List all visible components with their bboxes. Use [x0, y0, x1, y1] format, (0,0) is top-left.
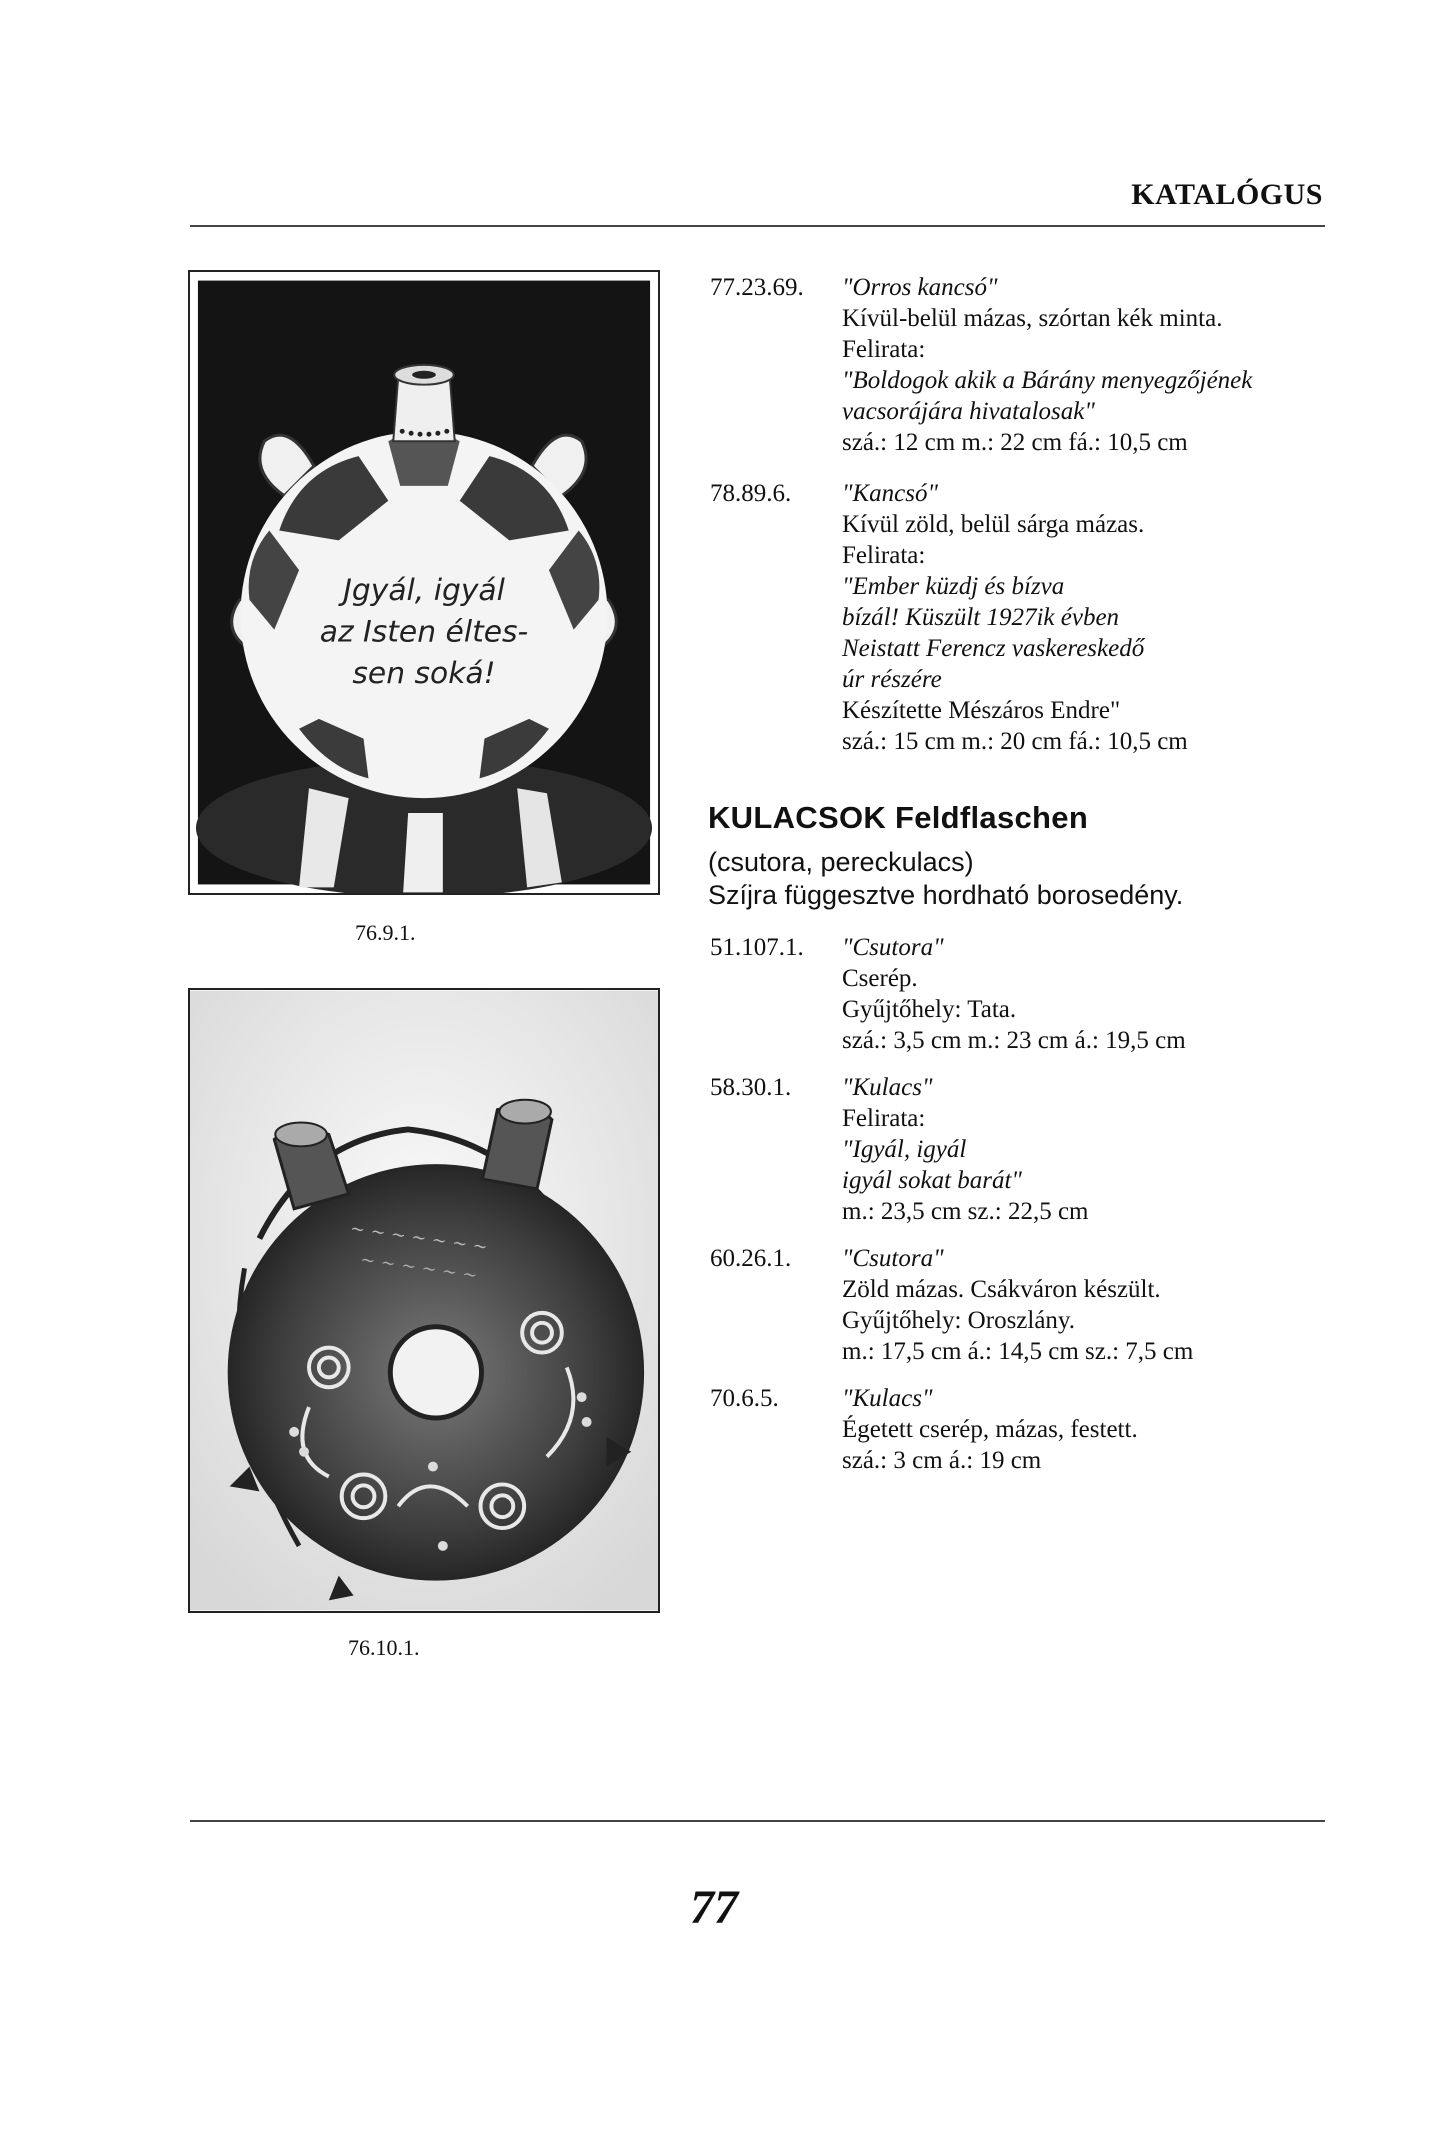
- photo-kulacs: [188, 988, 660, 1613]
- entry-line: igyál sokat barát": [842, 1167, 1022, 1194]
- entry-line: Felirata:: [842, 1105, 926, 1132]
- photo-1-image: [190, 272, 658, 893]
- entry-line: szá.: 3 cm á.: 19 cm: [842, 1447, 1042, 1474]
- entry-line: "Ember küzdj és bízva: [842, 573, 1065, 600]
- section-subtitle: (csutora, pereckulacs): [708, 847, 974, 877]
- entry-line: Zöld mázas. Csákváron készült.: [842, 1276, 1161, 1303]
- svg-text:~ ~ ~ ~ ~ ~ ~: ~ ~ ~ ~ ~ ~ ~: [348, 1217, 489, 1259]
- entry-line: vacsorájára hivatalosak": [842, 398, 1095, 425]
- entry-line: szá.: 15 cm m.: 20 cm fá.: 10,5 cm: [842, 728, 1188, 755]
- svg-text:sen soká!: sen soká!: [352, 656, 496, 692]
- entry-body: [842, 1243, 1402, 1367]
- entry-line: Kívül zöld, belül sárga mázas.: [842, 511, 1145, 538]
- header-title: KATALÓGUS: [1131, 178, 1323, 211]
- header-rule: [190, 225, 1325, 227]
- entry-number: 51.107.1.: [710, 934, 804, 961]
- entry-line: Készítette Mészáros Endre": [842, 697, 1121, 724]
- entry-number: 78.89.6.: [710, 480, 792, 507]
- entry-body: [842, 478, 1402, 757]
- entry-body: [842, 1383, 1402, 1476]
- entry-line: úr részére: [842, 666, 942, 693]
- section-title: KULACSOK Feldflaschen: [708, 800, 1089, 835]
- entry-title: "Kulacs": [842, 1074, 933, 1101]
- entry-line: "Boldogok akik a Bárány menyegzőjének: [842, 367, 1253, 394]
- entry-title: "Kulacs": [842, 1385, 933, 1412]
- entry-line: szá.: 12 cm m.: 22 cm fá.: 10,5 cm: [842, 429, 1188, 456]
- entry-line: Gyűjtőhely: Tata.: [842, 996, 1017, 1023]
- svg-text:az Isten éltes-: az Isten éltes-: [319, 614, 529, 650]
- section-description: Szíjra függesztve hordható borosedény.: [708, 880, 1184, 910]
- photo-orros-kancso: [188, 270, 660, 895]
- entry-line: bízál! Küszült 1927ik évben: [842, 604, 1120, 631]
- figure-caption-2: 76.10.1.: [348, 1635, 420, 1660]
- entry-line: m.: 23,5 cm sz.: 22,5 cm: [842, 1198, 1089, 1225]
- entry-line: Felirata:: [842, 336, 926, 363]
- entry-body: [842, 932, 1402, 1056]
- entry-line: "Igyál, igyál: [842, 1136, 967, 1163]
- svg-text:Jgyál, igyál: Jgyál, igyál: [343, 572, 505, 608]
- entry-number: 60.26.1.: [710, 1245, 792, 1272]
- entry-line: Neistatt Ferencz vaskereskedő: [842, 635, 1145, 662]
- page-number: 77: [690, 1881, 738, 1934]
- entry-line: szá.: 3,5 cm m.: 23 cm á.: 19,5 cm: [842, 1027, 1186, 1054]
- entry-line: Gyűjtőhely: Oroszlány.: [842, 1307, 1076, 1334]
- svg-text:~ ~ ~ ~ ~ ~: ~ ~ ~ ~ ~ ~: [358, 1249, 479, 1287]
- entry-number: 58.30.1.: [710, 1074, 792, 1101]
- entry-title: "Csutora": [842, 1245, 944, 1272]
- entry-line: Égetett cserép, mázas, festett.: [842, 1416, 1138, 1443]
- figure-caption-1: 76.9.1.: [355, 920, 416, 945]
- entry-line: Cserép.: [842, 965, 918, 992]
- entry-line: Kívül-belül mázas, szórtan kék minta.: [842, 305, 1223, 332]
- entry-title: "Orros kancsó": [842, 274, 998, 301]
- entry-line: Felirata:: [842, 542, 926, 569]
- entry-line: m.: 17,5 cm á.: 14,5 cm sz.: 7,5 cm: [842, 1338, 1194, 1365]
- entry-body: [842, 1072, 1402, 1227]
- photo-2-image: [190, 990, 658, 1611]
- entry-number: 70.6.5.: [710, 1385, 779, 1412]
- entry-title: "Csutora": [842, 934, 944, 961]
- entry-title: "Kancsó": [842, 480, 938, 507]
- footer-rule: [190, 1820, 1325, 1822]
- entry-number: 77.23.69.: [710, 274, 804, 301]
- entry-body: [842, 272, 1402, 458]
